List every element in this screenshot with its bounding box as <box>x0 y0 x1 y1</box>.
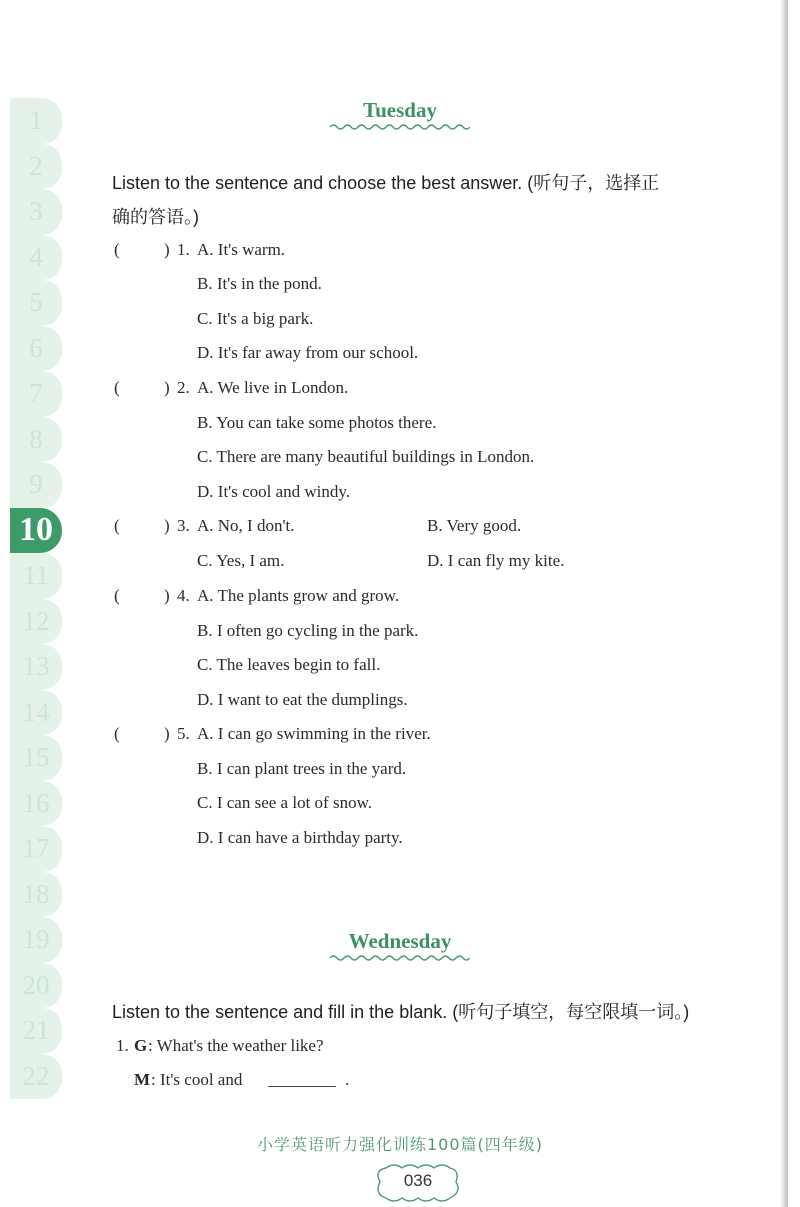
sentence-period: . <box>345 1070 350 1089</box>
wednesday-instruction: Listen to the sentence and fill in the blank. (听句子填空，每空限填一词。) <box>112 1002 690 1022</box>
chapter-tab-15[interactable]: 15 <box>10 735 62 781</box>
chapter-tab-18[interactable]: 18 <box>10 872 62 918</box>
wednesday-heading <box>0 929 800 962</box>
option-d: D. It's cool and windy. <box>197 482 351 501</box>
wave-underline-icon <box>330 954 470 962</box>
option-a: A. The plants grow and grow. <box>197 586 400 605</box>
page-number-badge <box>372 1162 464 1204</box>
chapter-tab-14[interactable]: 14 <box>10 690 62 736</box>
answer-paren-open[interactable]: ( <box>114 516 120 535</box>
answer-paren-open[interactable]: ( <box>114 724 120 743</box>
instruction-line-2: 确的答语。) <box>112 207 199 227</box>
chapter-tab-21[interactable]: 21 <box>10 1008 62 1054</box>
instruction-line-1: Listen to the sentence and choose the best answer. (听句子，选择正 <box>112 173 660 193</box>
chapter-tab-17[interactable]: 17 <box>10 826 62 872</box>
chapter-tab-5[interactable]: 5 <box>10 280 62 326</box>
answer-paren-open[interactable]: ( <box>114 586 120 605</box>
page-number: 036 <box>403 1171 433 1190</box>
chapter-tab-3[interactable]: 3 <box>10 189 62 235</box>
option-d: D. I can have a birthday party. <box>197 828 403 847</box>
speaker-g: G <box>134 1036 148 1055</box>
answer-paren-close: ) <box>164 724 170 743</box>
option-b: B. You can take some photos there. <box>197 413 437 432</box>
option-c: C. The leaves begin to fall. <box>197 655 381 674</box>
option-d: D. It's far away from our school. <box>197 343 419 362</box>
chapter-tab-8[interactable]: 8 <box>10 417 62 463</box>
option-a: A. We live in London. <box>197 378 349 397</box>
answer-blank[interactable]: ________ <box>268 1070 336 1089</box>
question-number: 2. <box>177 378 190 397</box>
chapter-tab-20[interactable]: 20 <box>10 963 62 1009</box>
answer-paren-open[interactable]: ( <box>114 378 120 397</box>
question-number: 3. <box>177 516 190 535</box>
tuesday-heading <box>0 98 800 131</box>
tuesday-instruction <box>112 166 732 234</box>
option-d: D. I want to eat the dumplings. <box>197 690 408 709</box>
chapter-tab-12[interactable]: 12 <box>10 599 62 645</box>
item-number: 1. <box>116 1036 129 1055</box>
chapter-tab-16[interactable]: 16 <box>10 781 62 827</box>
question-number: 1. <box>177 240 190 259</box>
answer-paren-close: ) <box>164 378 170 397</box>
chapter-tab-19[interactable]: 19 <box>10 917 62 963</box>
option-c: C. It's a big park. <box>197 309 314 328</box>
option-c: C. I can see a lot of snow. <box>197 793 372 812</box>
question-number: 4. <box>177 586 190 605</box>
option-a: A. It's warm. <box>197 240 286 259</box>
chapter-tab-22[interactable]: 22 <box>10 1054 62 1100</box>
chapter-tab-11[interactable]: 11 <box>10 553 62 599</box>
series-title: 小学英语听力强化训练100篇(四年级) <box>256 1135 544 1154</box>
chapter-tab-4[interactable]: 4 <box>10 235 62 281</box>
option-b: B. I can plant trees in the yard. <box>197 759 407 778</box>
answer-paren-close: ) <box>164 240 170 259</box>
tuesday-title: Tuesday <box>363 98 437 122</box>
answer-paren-close: ) <box>164 516 170 535</box>
speaker-m-text: : It's cool and <box>151 1070 243 1089</box>
wednesday-title: Wednesday <box>348 929 452 953</box>
chapter-tab-7[interactable]: 7 <box>10 371 62 417</box>
option-b: B. It's in the pond. <box>197 274 322 293</box>
answer-paren-close: ) <box>164 586 170 605</box>
option-b: B. I often go cycling in the park. <box>197 621 419 640</box>
answer-paren-open[interactable]: ( <box>114 240 120 259</box>
option-b: B. Very good. <box>427 516 522 535</box>
chapter-tab-9[interactable]: 9 <box>10 462 62 508</box>
wave-underline-icon <box>330 123 470 131</box>
option-c: C. There are many beautiful buildings in London. <box>197 447 535 466</box>
option-c: C. Yes, I am. <box>197 551 285 570</box>
speaker-g-text: : What's the weather like? <box>148 1036 324 1055</box>
speaker-m: M <box>134 1070 151 1089</box>
option-a: A. No, I don't. <box>197 516 295 535</box>
chapter-tab-1[interactable]: 1 <box>10 98 62 144</box>
question-number: 5. <box>177 724 190 743</box>
page-edge <box>780 0 788 1207</box>
option-a: A. I can go swimming in the river. <box>197 724 431 743</box>
chapter-tab-10-active[interactable]: 10 <box>10 508 62 554</box>
chapter-tab-2[interactable]: 2 <box>10 144 62 190</box>
chapter-tab-6[interactable]: 6 <box>10 326 62 372</box>
chapter-tab-13[interactable]: 13 <box>10 644 62 690</box>
option-d: D. I can fly my kite. <box>427 551 565 570</box>
